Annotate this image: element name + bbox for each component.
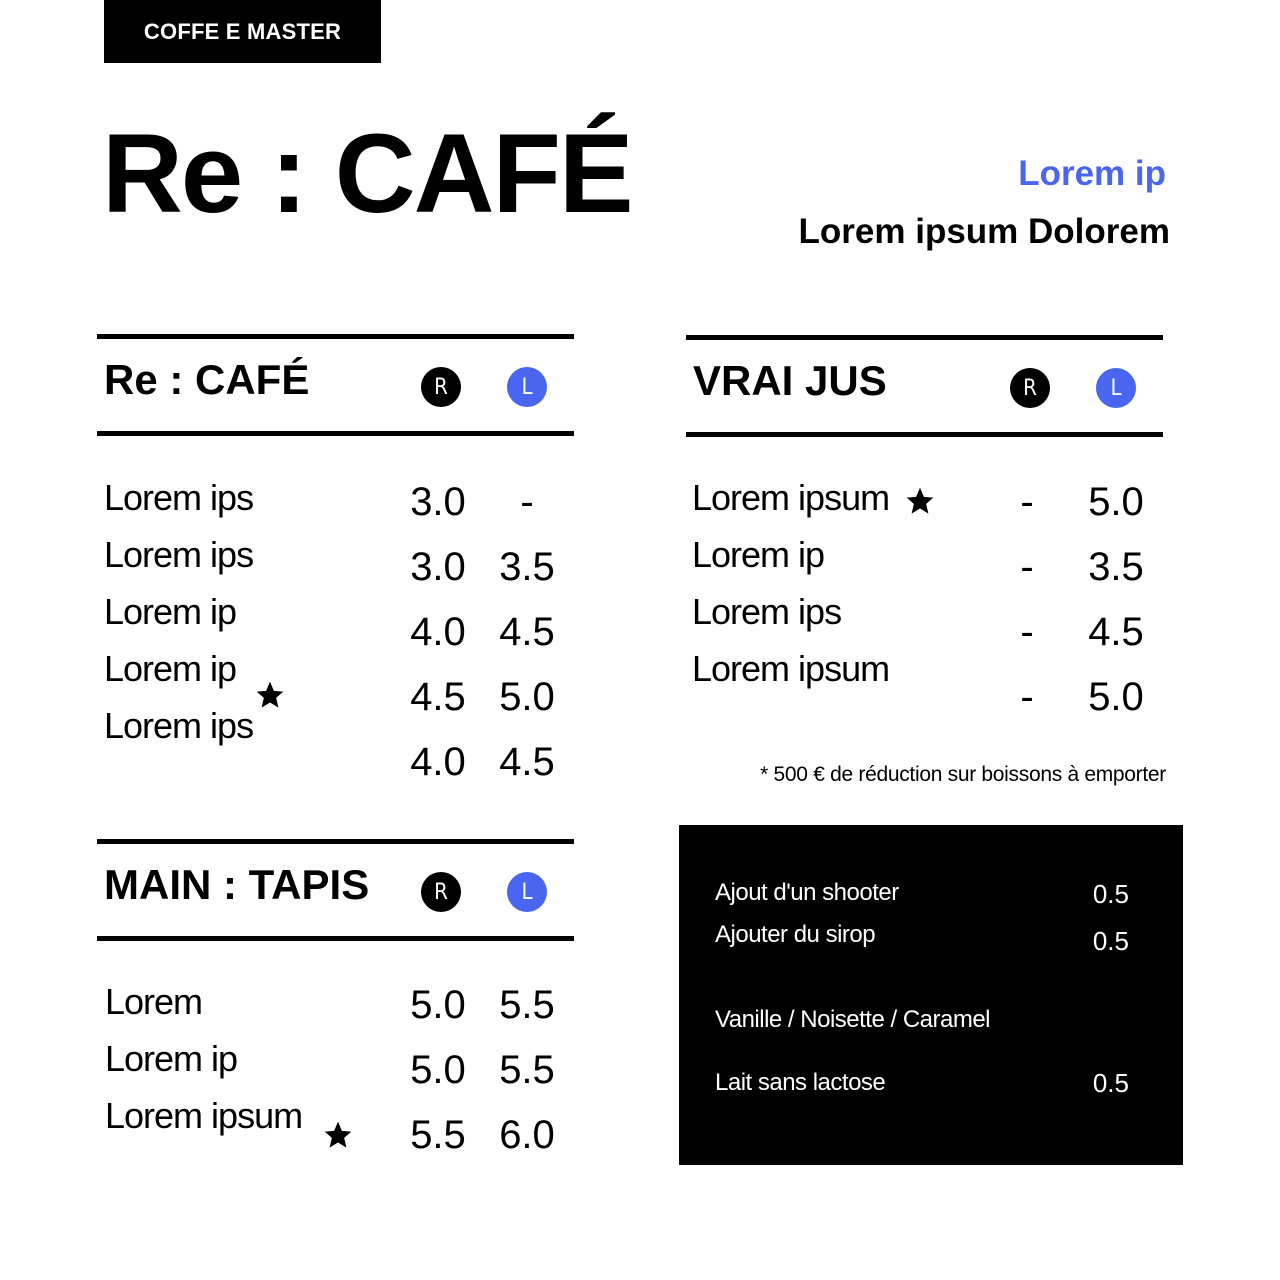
tapis-price-regular: 5.0 <box>410 983 466 1027</box>
extras-panel <box>679 825 1183 1165</box>
star-icon <box>322 1119 354 1151</box>
hero-title: Re : CAFÉ <box>102 111 632 236</box>
star-icon <box>254 679 286 711</box>
extra-shooter-label: Ajout d'un shooter <box>715 879 899 906</box>
cafe-price-regular: 3.0 <box>410 480 466 524</box>
cafe-price-regular: 4.0 <box>410 740 466 784</box>
badge-r-icon: R <box>421 367 461 407</box>
cafe-price-large: 3.5 <box>499 545 555 589</box>
cafe-price-large: 4.5 <box>499 610 555 654</box>
cafe-item-name: Lorem ips <box>104 534 254 575</box>
tagline-accent: Lorem ip <box>1018 154 1166 193</box>
badge-l-icon: L <box>507 872 547 912</box>
jus-price-regular: - <box>1020 480 1034 524</box>
jus-price-large: 4.5 <box>1088 610 1144 654</box>
extra-lactose-price: 0.5 <box>1092 1068 1129 1098</box>
cafe-price-regular: 4.0 <box>410 610 466 654</box>
cafe-item-name: Lorem ip <box>104 648 237 689</box>
extra-shooter-price: 0.5 <box>1092 879 1129 909</box>
cafe-price-large: 5.0 <box>499 675 555 719</box>
badge-r-icon: R <box>421 872 461 912</box>
section-title-cafe: Re : CAFÉ <box>104 356 310 403</box>
star-icon <box>904 485 936 517</box>
jus-item-name: Lorem ips <box>692 591 842 632</box>
section-title-jus: VRAI JUS <box>693 357 887 404</box>
badge-l-icon: L <box>507 367 547 407</box>
jus-item-name: Lorem ipsum <box>692 648 890 689</box>
cafe-item-name: Lorem ip <box>104 591 237 632</box>
tapis-item-name: Lorem <box>105 981 203 1022</box>
takeaway-footnote: * 500 € de réduction sur boissons à emporter <box>760 763 1166 786</box>
badge-r-icon: R <box>1010 368 1050 408</box>
jus-price-regular: - <box>1020 545 1034 589</box>
jus-item-name: Lorem ipsum <box>692 477 890 518</box>
jus-price-regular: - <box>1020 610 1034 654</box>
extra-sirop-label: Ajouter du sirop <box>715 921 876 948</box>
tapis-item-name: Lorem ipsum <box>105 1095 303 1136</box>
extra-lactose-label: Lait sans lactose <box>715 1069 886 1096</box>
section-title-tapis: MAIN : TAPIS <box>104 861 370 908</box>
section-header-jus <box>686 335 1163 437</box>
extra-sirop-flavors: Vanille / Noisette / Caramel <box>715 1006 991 1033</box>
brand-label: COFFE E MASTER <box>104 0 381 63</box>
section-header-cafe <box>97 334 574 436</box>
cafe-item-name: Lorem ips <box>104 477 254 518</box>
jus-price-large: 5.0 <box>1088 480 1144 524</box>
tapis-price-regular: 5.5 <box>410 1113 466 1157</box>
cafe-price-regular: 3.0 <box>410 545 466 589</box>
cafe-item-name: Lorem ips <box>104 705 254 746</box>
jus-price-large: 3.5 <box>1088 545 1144 589</box>
badge-l-icon: L <box>1096 368 1136 408</box>
cafe-price-large: 4.5 <box>499 740 555 784</box>
tapis-price-regular: 5.0 <box>410 1048 466 1092</box>
jus-price-regular: - <box>1020 675 1034 719</box>
tagline-main: Lorem ipsum Dolorem <box>798 212 1170 251</box>
jus-item-name: Lorem ip <box>692 534 825 575</box>
tapis-price-large: 6.0 <box>499 1113 555 1157</box>
cafe-price-regular: 4.5 <box>410 675 466 719</box>
jus-price-large: 5.0 <box>1088 675 1144 719</box>
section-header-tapis <box>97 839 574 941</box>
tapis-price-large: 5.5 <box>499 1048 555 1092</box>
extra-sirop-price: 0.5 <box>1092 926 1129 956</box>
tapis-item-name: Lorem ip <box>105 1038 238 1079</box>
cafe-price-large: - <box>520 480 534 524</box>
tapis-price-large: 5.5 <box>499 983 555 1027</box>
